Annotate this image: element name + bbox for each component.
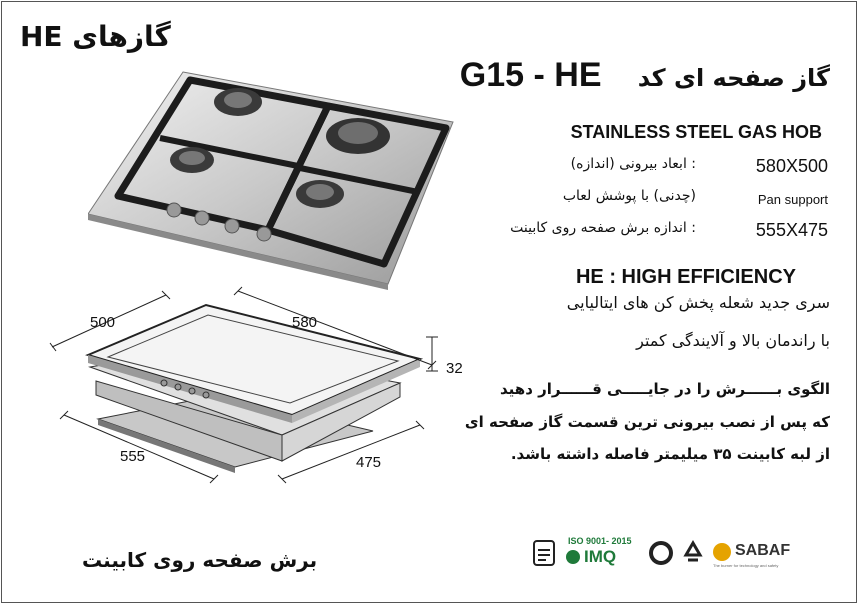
ce-seal-icon	[648, 540, 674, 566]
page-header-title: گازهای HE	[20, 20, 171, 53]
burner-icon	[214, 88, 262, 116]
model-code: G15 - HE	[459, 56, 602, 94]
installation-note-line: الگوی بــــــرش را در جایـــــی قــــــرار دهید	[500, 380, 830, 398]
gas-hob-image	[88, 60, 458, 290]
dimension-label: 555	[120, 448, 146, 465]
spec-value: 555X475	[755, 220, 828, 240]
sabaf-label: SABAF	[735, 542, 791, 559]
imq-mark-icon	[566, 550, 580, 564]
model-title	[460, 56, 830, 95]
installation-note-line: که پس از نصب بیرونی ترین قسمت گاز صفحه ای	[464, 413, 830, 431]
sabaf-mark-icon	[713, 543, 731, 561]
high-efficiency-heading: HE : HIGH EFFICIENCY	[575, 266, 796, 288]
iso-label: ISO 9001- 2015	[568, 536, 632, 546]
control-knob-icon	[167, 203, 181, 217]
model-prefix: گاز صفحه ای کد	[637, 64, 830, 92]
burner-icon	[170, 147, 214, 173]
recycle-icon	[680, 540, 706, 566]
spec-row-cutout	[510, 220, 828, 246]
spec-row-dimensions	[528, 156, 828, 182]
burner-icon	[296, 180, 344, 208]
iso-imq-logo	[566, 536, 646, 572]
dimension-label: 32	[446, 360, 463, 377]
control-knob-icon	[257, 227, 271, 241]
spec-value: 580X500	[755, 156, 828, 176]
spec-label: (چدنی) با پوشش لعاب	[562, 188, 696, 204]
spec-value: Pan support	[757, 192, 828, 207]
control-knob-icon	[195, 211, 209, 225]
product-name: STAINLESS STEEL GAS HOB	[570, 122, 822, 142]
dimension-label: 500	[90, 314, 116, 331]
burner-icon	[326, 118, 390, 154]
control-knob-icon	[225, 219, 239, 233]
sabaf-logo	[713, 540, 823, 572]
cutout-caption: برش صفحه روی کابینت	[82, 548, 318, 572]
dimension-label: 580	[292, 314, 318, 331]
imq-label: IMQ	[584, 547, 617, 566]
dimension-label: 475	[356, 454, 382, 471]
spec-label: : ابعاد بیرونی (اندازه)	[570, 156, 696, 172]
description-line: با راندمان بالا و آلایندگی کمتر	[636, 331, 830, 350]
spec-row-pan-support	[528, 188, 828, 214]
energy-label-icon	[530, 538, 560, 568]
description-line: سری جدید شعله پخش کن های ایتالیایی	[566, 293, 830, 312]
sabaf-tagline: The burner for technology and safety	[713, 563, 779, 568]
installation-note-line: از لبه کابینت ۳۵ میلیمتر فاصله داشته باشد.	[510, 445, 830, 463]
spec-label: : اندازه برش صفحه روی کابینت	[510, 220, 696, 236]
cutout-dimension-drawing	[20, 285, 470, 500]
